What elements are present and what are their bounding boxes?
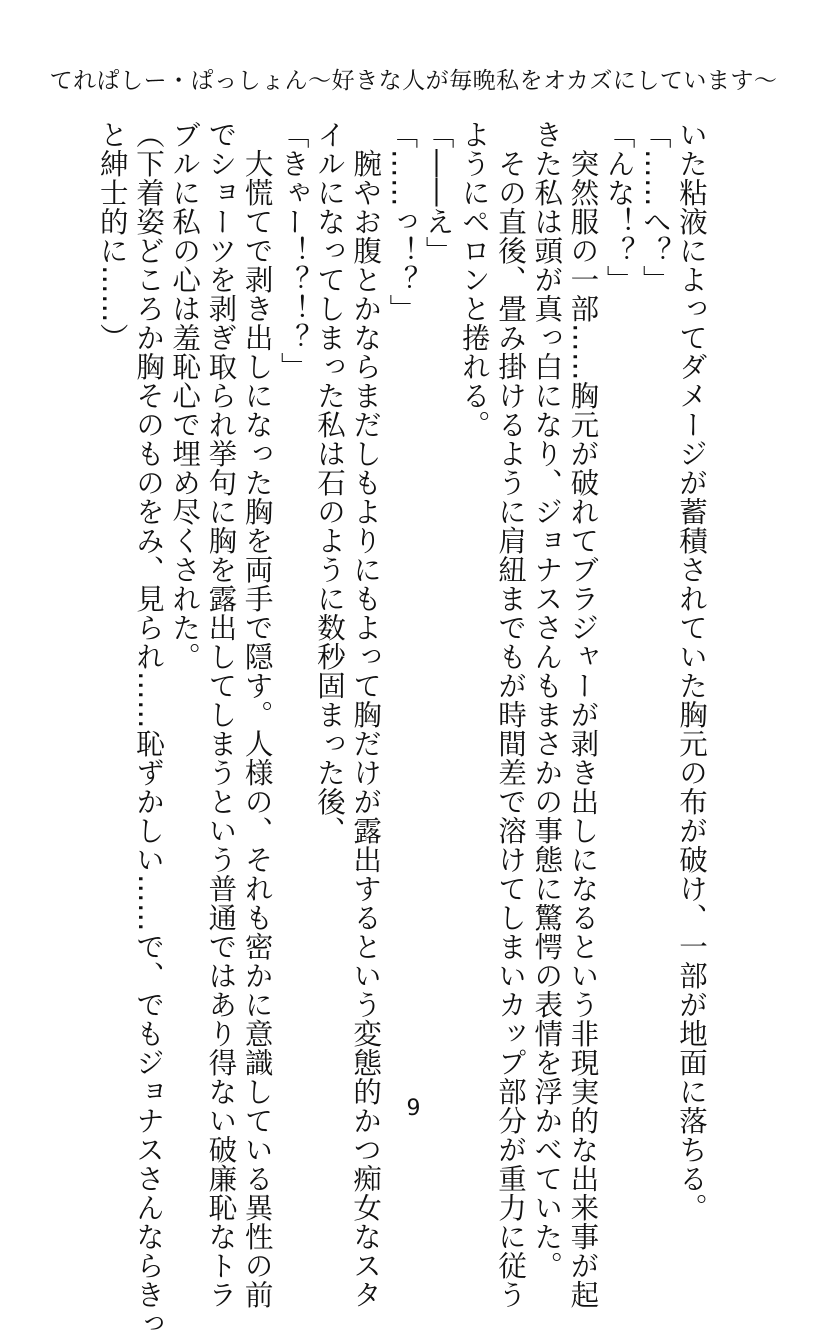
- text-line: ようにペロンと捲れる。: [457, 120, 491, 439]
- text-line: イルになってしまった私は石のように数秒固まった後、: [312, 120, 346, 845]
- text-line: 「……へ？」: [638, 120, 672, 294]
- text-line: 「んな！？」: [602, 120, 636, 294]
- text-line: ブルに私の心は羞恥心で埋め尽くされた。: [168, 120, 202, 671]
- page-header-title: てれぱしー・ぱっしょん〜好きな人が毎晩私をオカズにしています〜: [49, 68, 778, 94]
- text-line: 突然服の一部……胸元が破れてブラジャーが剥き出しになるという非現実的な出来事が起: [566, 120, 600, 1309]
- body-text: [94, 120, 709, 1338]
- text-line: 大慌てで剥き出しになった胸を両手で隠す。人様の、それも密かに意識している異性の前: [240, 120, 274, 1309]
- text-line: と紳士的に……）: [95, 120, 129, 352]
- text-line: その直後、畳み掛けるように肩紐までもが時間差で溶けてしまいカップ部分が重力に従う: [493, 120, 527, 1309]
- text-line: 腕やお腹とかならまだしもよりにもよって胸だけが露出するという変態的かつ痴女なスタ: [349, 120, 383, 1309]
- text-line: 「――え」: [421, 120, 455, 265]
- text-line: いた粘液によってダメージが蓄積されていた胸元の布が破け、一部が地面に落ちる。: [675, 120, 708, 1222]
- text-line: 「きゃー！？！？」: [276, 120, 310, 381]
- text-line: きた私は頭が真っ白になり、ジョナスさんもまさかの事態に驚愕の表情を浮かべていた。: [530, 120, 564, 1280]
- text-line: でショーツを剥ぎ取られ挙句に胸を露出してしまうという普通ではあり得ない破廉恥なトラ: [204, 120, 238, 1309]
- page-number: 9: [406, 1096, 421, 1121]
- text-line: 「……っ！？」: [385, 120, 419, 323]
- text-line: （下着姿どころか胸そのものをみ、見られ……恥ずかしい……で、でもジョナスさんならきっ: [131, 120, 165, 1338]
